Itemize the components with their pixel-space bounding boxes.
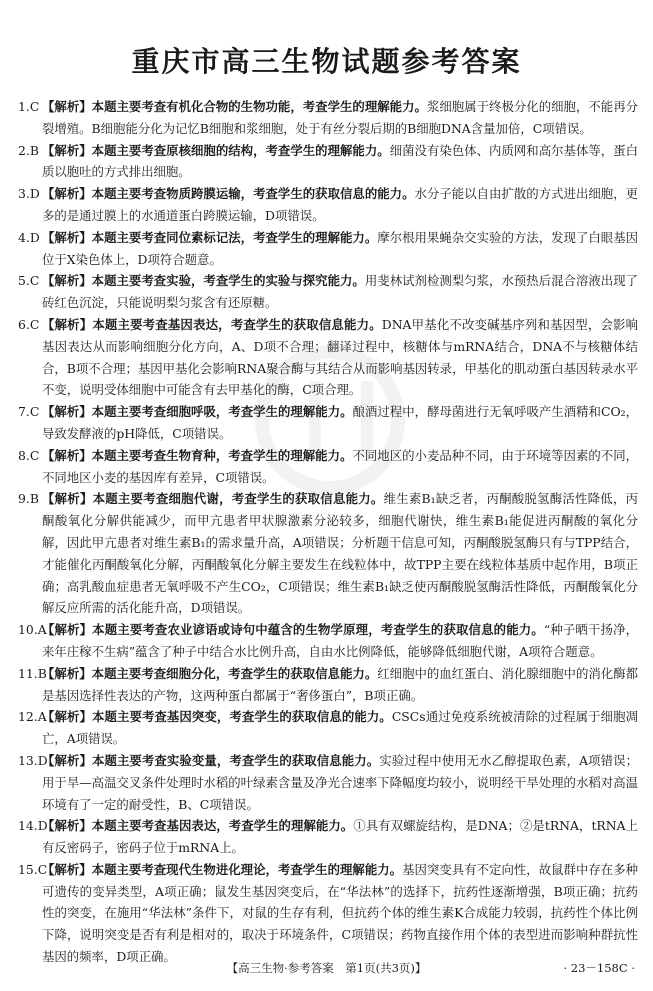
answer-number: 15.C: [18, 861, 48, 877]
answer-number: 6.C: [18, 316, 40, 332]
analysis-text: 用斐林试剂检测梨匀浆，水预热后混合溶液出现了砖红色沉淀，只能说明梨匀浆含有还原糖。: [42, 273, 639, 311]
analysis-text: CSCs通过免疫系统被清除的过程属于细胞凋亡，A项错误。: [42, 709, 639, 747]
analysis-text: 红细胞中的血红蛋白、消化腺细胞中的消化酶都是基因选择性表达的产物，这两种蛋白都属于“奢侈蛋白”，B项正确。: [42, 665, 639, 703]
analysis-heading: 【解析】本题主要考查基因表达，考查学生的理解能力。: [42, 818, 354, 834]
analysis-text: DNA甲基化不改变碱基序列和基因型，会影响基因表达从而影响细胞分化方向，A、D项不合理；翻译过程中，核糖体与mRNA结合，DNA不与核糖体结合，B项不合理；基因甲基化会影响RNA聚合酶与其结合从而影响基因转录，甲基化的肌动蛋白基因转录水平不变，说明受体细胞中可能含有去甲基化的酶，C项合理。: [42, 316, 638, 398]
analysis-heading: 【解析】本题主要考查细胞分化，考查学生的获取信息能力。: [42, 665, 378, 681]
analysis-text: 不同地区的小麦品种不同，由于环境等因素的不同，不同地区小麦的基因库有差异，C项错误。: [42, 447, 639, 485]
analysis-heading: 【解析】本题主要考查实验变量，考查学生的获取信息能力。: [42, 752, 380, 768]
answer-item: [18, 183, 638, 227]
answer-item: [18, 706, 638, 750]
answer-item: [18, 859, 638, 968]
analysis-text: 摩尔根用果蝇杂交实验的方法，发现了白眼基因位于X染色体上，D项符合题意。: [42, 229, 639, 267]
analysis-heading: 【解析】本题主要考查细胞呼吸，考查学生的理解能力。: [42, 404, 353, 420]
answer-number: 8.C: [18, 447, 40, 463]
analysis-heading: 【解析】本题主要考查实验，考查学生的实验与探究能力。: [42, 273, 365, 289]
analysis-heading: 【解析】本题主要考查基因突变，考查学生的获取信息的能力。: [42, 709, 392, 725]
analysis-heading: 【解析】本题主要考查细胞代谢，考查学生的获取信息能力。: [42, 491, 384, 507]
analysis-text: 水分子能以自由扩散的方式进出细胞，更多的是通过膜上的水通道蛋白跨膜运输，D项错误。: [42, 186, 639, 223]
analysis-heading: 【解析】本题主要考查农业谚语或诗句中蕴含的生物学原理，考查学生的获取信息的能力。: [42, 622, 544, 638]
answer-list: [18, 96, 638, 968]
answer-item: [18, 663, 638, 707]
analysis-heading: 【解析】本题主要考查基因表达，考查学生的获取信息能力。: [42, 316, 382, 332]
analysis-heading: 【解析】本题主要考查原核细胞的结构，考查学生的理解能力。: [42, 142, 390, 158]
answer-number: 12.A: [18, 709, 47, 725]
analysis-text: 细菌没有染色体、内质网和高尔基体等，蛋白质以胞吐的方式排出细胞。: [42, 142, 639, 180]
answer-item: [18, 140, 638, 184]
answer-item: [18, 314, 638, 401]
answer-number: 13.D: [18, 752, 48, 768]
answer-number: 2.B: [18, 142, 39, 158]
analysis-heading: 【解析】本题主要考查生物育种，考查学生的理解能力。: [42, 447, 353, 463]
answer-item: [18, 401, 638, 445]
answer-number: 14.D: [18, 818, 48, 834]
analysis-text: “种子晒干扬净，来年庄稼不生病”蕴含了种子中结合水比例升高，自由水比例降低，能够降低细胞代谢，A项符合题意。: [42, 622, 638, 659]
answer-number: 5.C: [18, 273, 40, 289]
footer-page-info: 【高三生物·参考答案 第1页(共3页)】: [226, 961, 427, 975]
analysis-text: 基因突变具有不定向性，故鼠群中存在多种可遗传的变异类型，A项正确；鼠发生基因突变后，在“华法林”的选择下，抗药性逐渐增强，B项正确；抗药性的突变，在施用“华法林”条件下，对鼠的生存有利，但抗药个体的维生素K合成能力较弱，抗药性个体比例下降，说明突变是否有利是相对的，取决于环境条件，C项错误；药物直接作用个体的表型进而影响种群抗性基因的频率，D项正确。: [42, 861, 639, 965]
analysis-heading: 【解析】本题主要考查同位素标记法，考查学生的理解能力。: [42, 229, 378, 245]
answer-item: [18, 619, 638, 663]
page-title: 重庆市高三生物试题参考答案: [131, 45, 522, 78]
answer-number: 11.B: [18, 665, 47, 681]
analysis-heading: 【解析】本题主要考查物质跨膜运输，考查学生的获取信息的能力。: [42, 186, 415, 202]
answer-number: 1.C: [18, 99, 40, 114]
analysis-text: 酿酒过程中，酵母菌进行无氧呼吸产生酒精和CO₂，导致发酵液的pH降低，C项错误。: [42, 404, 639, 441]
answer-item: [18, 96, 638, 140]
answer-item: [18, 488, 638, 619]
answer-number: 4.D: [18, 229, 40, 245]
page-footer: [0, 960, 653, 980]
analysis-heading: 【解析】本题主要考查现代生物进化理论，考查学生的理解能力。: [42, 861, 403, 877]
answer-item: [18, 445, 638, 489]
analysis-text: 实验过程中使用无水乙醇提取色素，A项错误；用于旱—高温交叉条件处理时水稻的叶绿素含量及净光合速率下降幅度均较小，说明经干旱处理的水稻对高温环境有了一定的耐受性，B、C项错误。: [42, 752, 639, 812]
answer-number: 7.C: [18, 404, 40, 420]
analysis-heading: 【解析】本题主要考查有机化合物的生物功能，考查学生的理解能力。: [42, 99, 427, 114]
answer-item: [18, 815, 638, 859]
answer-item: [18, 750, 638, 815]
answer-item: [18, 270, 638, 314]
analysis-text: 维生素B₁缺乏者，丙酮酸脱氢酶活性降低，丙酮酸氧化分解供能减少，而甲亢患者甲状腺激素分泌较多，细胞代谢快，维生素B₁能促进丙酮酸的氧化分解，因此甲亢患者对维生素B₁的需求量升高，A项错误；分析题干信息可知，丙酮酸脱氢酶只有与TPP结合，才能催化丙酮酸氧化分解，丙酮酸氧化分解主要发生在线粒体中，故TPP主要在线粒体基质中起作用，B项正确；高乳酸血症患者无氧呼吸不产生CO₂，C项错误；维生素B₁缺乏使丙酮酸脱氢酶活性降低，丙酮酸氧化分解反应所需的活化能升高，D项错误。: [42, 491, 638, 616]
answer-item: [18, 227, 638, 271]
answer-number: 10.A: [18, 622, 47, 638]
answer-number: 9.B: [18, 491, 39, 507]
footer-code: · 23－158C ·: [563, 961, 635, 975]
analysis-text: 浆细胞属于终极分化的细胞，不能再分裂增殖。B细胞能分化为记忆B细胞和浆细胞，处于有丝分裂后期的B细胞DNA含量加倍，C项错误。: [42, 99, 639, 136]
answer-number: 3.D: [18, 186, 40, 202]
analysis-text: ①具有双螺旋结构，是DNA；②是tRNA，tRNA上有反密码子，密码子位于mRNA上。: [42, 818, 639, 856]
